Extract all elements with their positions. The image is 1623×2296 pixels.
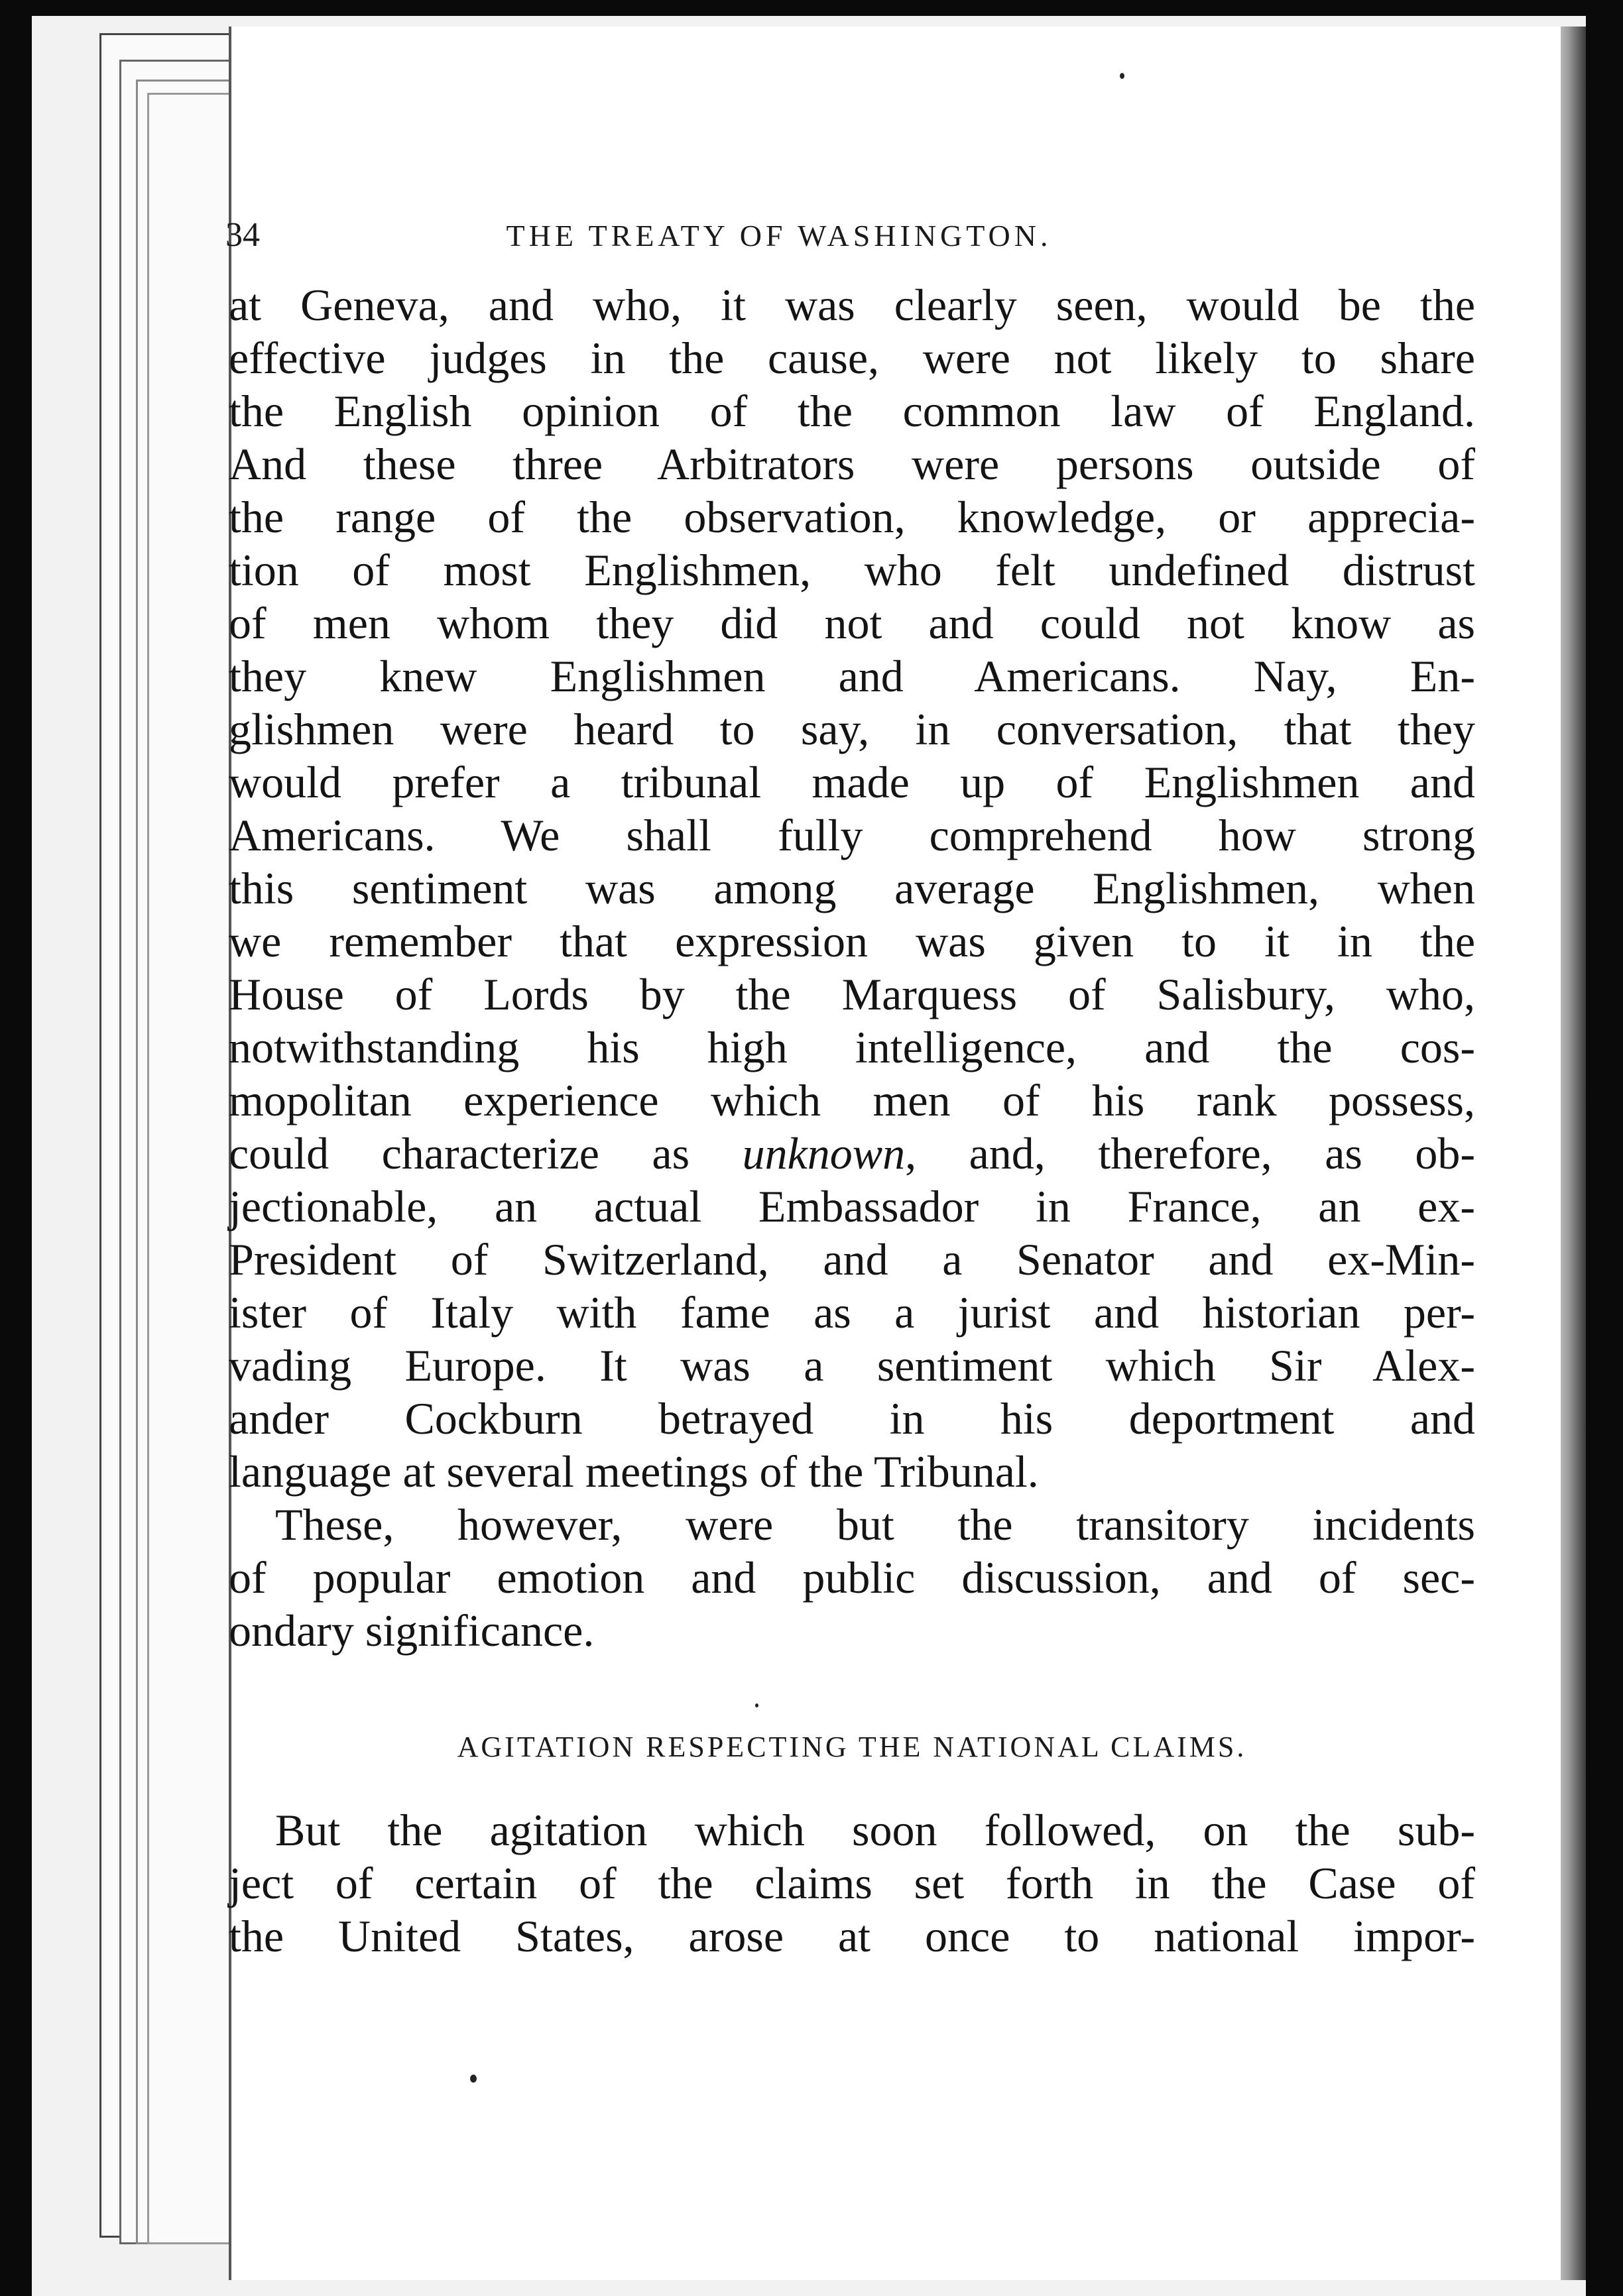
section-heading: AGITATION RESPECTING THE NATIONAL CLAIMS. — [457, 1731, 1247, 1763]
running-head-title: THE TREATY OF WASHINGTON. — [506, 219, 1052, 253]
text-line: we remember that expression was given to it in the — [229, 916, 1475, 966]
text-line: President of Switzerland, and a Senator and ex-Min- — [229, 1234, 1475, 1285]
page-number: 34 — [225, 216, 260, 254]
text-line: Americans. We shall fully comprehend how strong — [229, 810, 1475, 860]
text-line: mopolitan experience which men of his rank possess, — [229, 1075, 1475, 1125]
text-line: of men whom they did not and could not know as — [229, 598, 1475, 648]
dust-speck — [470, 2075, 477, 2083]
running-head — [225, 215, 1286, 268]
scan-border-top — [0, 0, 1623, 16]
text-line: glishmen were heard to say, in conversation, that they — [229, 704, 1475, 754]
text-line: tion of most Englishmen, who felt undefined distrust — [229, 545, 1475, 595]
text-line: ander Cockburn betrayed in his deportment and — [229, 1393, 1475, 1444]
scan-border-right — [1586, 0, 1623, 2296]
text-line: ject of certain of the claims set forth in the Case of — [229, 1858, 1475, 1908]
dust-speck — [1120, 73, 1124, 79]
paragraph-1 — [229, 278, 1475, 1657]
text-line: These, however, were but the transitory incidents — [275, 1499, 1475, 1550]
text-line: would prefer a tribunal made up of Englishmen and — [229, 757, 1475, 807]
text-line: effective judges in the cause, were not likely to share — [229, 333, 1475, 383]
text-line: vading Europe. It was a sentiment which Sir Alex- — [229, 1340, 1475, 1391]
scan-border-left — [0, 0, 32, 2296]
dust-speck — [755, 1703, 758, 1707]
text-line: the English opinion of the common law of England. — [229, 386, 1475, 436]
text-line: And these three Arbitrators were persons outside of — [229, 439, 1475, 489]
text-line: the United States, arose at once to national impor- — [229, 1911, 1475, 1961]
text-fragment: , and, therefore, as ob- — [905, 1128, 1475, 1178]
text-line: at Geneva, and who, it was clearly seen, would be the — [229, 280, 1475, 330]
text-line: the range of the observation, knowledge, or apprecia- — [229, 492, 1475, 542]
text-line: ondary significance. — [229, 1605, 595, 1656]
text-line: jectionable, an actual Embassador in France, an ex- — [229, 1181, 1475, 1232]
text-line: notwithstanding his high intelligence, and the cos- — [229, 1022, 1475, 1072]
text-line: But the agitation which soon followed, on the sub- — [275, 1805, 1475, 1855]
text-line-with-emphasis — [229, 1127, 1475, 1180]
text-line: House of Lords by the Marquess of Salisbury, who, — [229, 969, 1475, 1019]
text-line: language at several meetings of the Tribunal. — [229, 1446, 1039, 1497]
text-line: of popular emotion and public discussion, and of sec- — [229, 1552, 1475, 1603]
text-line: this sentiment was among average Englishmen, when — [229, 863, 1475, 913]
italic-word: unknown — [742, 1128, 906, 1178]
text-line: they knew Englishmen and Americans. Nay, En- — [229, 651, 1475, 701]
text-line: ister of Italy with fame as a jurist and historian per- — [229, 1287, 1475, 1338]
text-fragment: could characterize as — [229, 1128, 743, 1178]
paragraph-3 — [229, 1803, 1475, 1962]
